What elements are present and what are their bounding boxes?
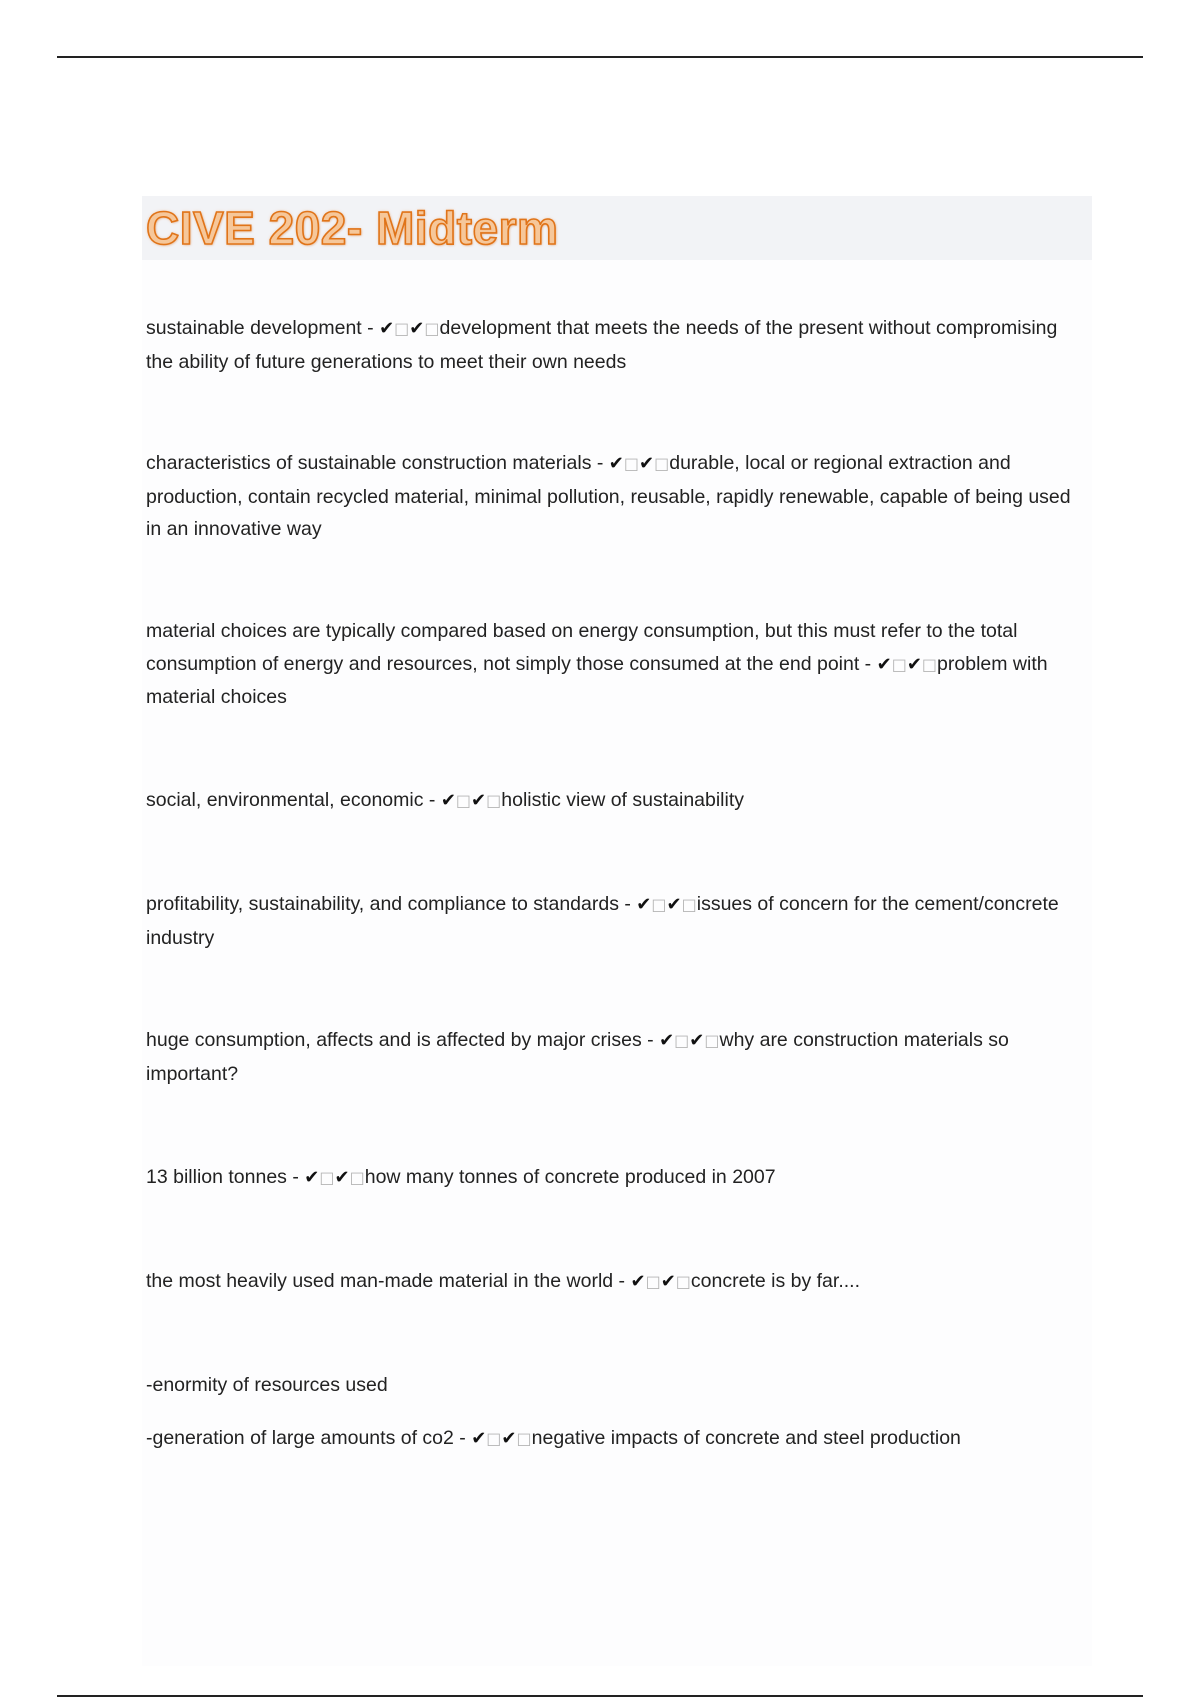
entry-definition: concrete is by far.... <box>690 1270 860 1292</box>
missing-glyph-box-icon: □ <box>455 791 472 810</box>
entry-separator: - <box>591 452 609 474</box>
missing-glyph-box-icon: □ <box>891 654 907 674</box>
entry-definition: issues of concern for the cement/concrete industry <box>146 893 1059 949</box>
footer-rule <box>57 1695 1143 1697</box>
check-icon: ✔ <box>304 1167 320 1188</box>
missing-glyph-box-icon: □ <box>394 319 410 338</box>
missing-glyph-box-icon: □ <box>424 319 440 338</box>
missing-glyph-box-icon: □ <box>681 895 697 914</box>
missing-glyph-box-icon: □ <box>319 1168 335 1187</box>
flashcard-entry <box>146 1422 1086 1456</box>
entry-separator: - <box>453 1427 472 1449</box>
document-title: CIVE 202- Midterm <box>146 202 559 254</box>
entry-definition: problem with material choices <box>146 652 1048 708</box>
entry-separator: - <box>423 789 441 811</box>
check-icon: ✔ <box>660 1271 676 1292</box>
missing-glyph-box-icon: □ <box>674 1031 690 1050</box>
entry-definition: holistic view of sustainability <box>501 789 745 811</box>
entry-separator: - <box>618 893 637 915</box>
check-icon: ✔ <box>906 653 922 675</box>
check-icon: ✔ <box>659 1030 675 1051</box>
entry-term: sustainable development <box>146 317 362 339</box>
entry-term: characteristics of sustainable construction materials <box>146 452 592 474</box>
check-icon: ✔ <box>876 653 892 675</box>
flashcard-entry <box>146 312 1086 378</box>
missing-glyph-box-icon: □ <box>651 895 667 914</box>
missing-glyph-box-icon: □ <box>704 1031 720 1050</box>
flashcard-entry <box>146 784 1086 818</box>
entry-separator: - <box>641 1029 660 1051</box>
flashcard-entry <box>146 615 1086 714</box>
entry-term: the most heavily used man-made material in the world <box>146 1270 614 1292</box>
check-icon: ✔ <box>334 1167 350 1188</box>
entry-term: profitability, sustainability, and compliance to standards <box>146 893 619 915</box>
missing-glyph-box-icon: □ <box>645 1272 661 1291</box>
missing-glyph-box-icon: □ <box>349 1168 365 1187</box>
missing-glyph-box-icon: □ <box>623 454 640 473</box>
check-icon: ✔ <box>471 790 487 811</box>
flashcard-entry <box>146 1161 1086 1195</box>
check-icon: ✔ <box>409 318 425 339</box>
check-icon: ✔ <box>630 1271 646 1292</box>
entry-term: -generation of large amounts of co2 <box>146 1427 454 1449</box>
check-icon: ✔ <box>666 894 682 915</box>
flashcard-entry <box>146 1265 1086 1299</box>
flashcard-entry <box>146 447 1086 546</box>
entry-definition: why are construction materials so important? <box>146 1029 1009 1085</box>
header-rule <box>57 56 1143 58</box>
missing-glyph-box-icon: □ <box>486 1429 502 1448</box>
missing-glyph-box-icon: □ <box>654 454 670 473</box>
flashcard-entry-prefix-line: -enormity of resources used <box>146 1374 388 1396</box>
flashcard-entry <box>146 1024 1086 1090</box>
check-icon: ✔ <box>689 1030 705 1051</box>
entry-separator: - <box>286 1166 305 1188</box>
entry-separator: - <box>859 652 877 675</box>
check-icon: ✔ <box>379 318 395 339</box>
check-icon: ✔ <box>440 790 456 811</box>
check-icon: ✔ <box>639 453 655 474</box>
entry-definition: how many tonnes of concrete produced in 2007 <box>364 1166 776 1188</box>
missing-glyph-box-icon: □ <box>675 1272 691 1291</box>
flashcard-entry <box>146 888 1086 954</box>
check-icon: ✔ <box>471 1428 487 1449</box>
entry-term: social, environmental, economic <box>146 789 424 811</box>
check-icon: ✔ <box>636 894 652 915</box>
entry-term: material choices are typically compared based on energy consumption, but this must refer to the total consumption of energy and resources, not simply those consumed at the end point <box>146 620 1018 675</box>
check-icon: ✔ <box>501 1428 517 1449</box>
entry-definition: durable, local or regional extraction and production, contain recycled material, minimal pollution, reusable, rapidly renewable, capable of being used in an innovative way <box>146 452 1071 540</box>
entry-term: huge consumption, affects and is affected by major crises <box>146 1029 642 1051</box>
entry-separator: - <box>613 1270 631 1292</box>
missing-glyph-box-icon: □ <box>516 1429 532 1448</box>
entry-term: 13 billion tonnes <box>146 1166 287 1188</box>
entry-definition: negative impacts of concrete and steel production <box>531 1427 961 1449</box>
missing-glyph-box-icon: □ <box>486 791 502 810</box>
missing-glyph-box-icon: □ <box>921 654 938 674</box>
entry-separator: - <box>361 317 380 339</box>
entry-definition: development that meets the needs of the present without compromising the ability of future generations to meet their own needs <box>146 317 1058 373</box>
check-icon: ✔ <box>608 453 624 474</box>
